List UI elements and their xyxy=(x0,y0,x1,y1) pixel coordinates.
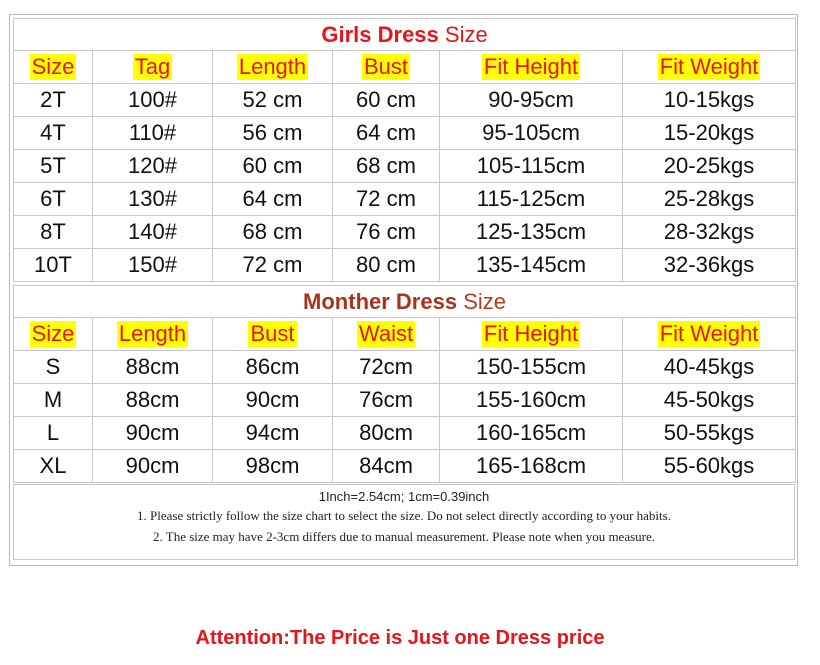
table-cell: 84cm xyxy=(333,450,440,483)
mother-size-table xyxy=(13,285,796,483)
table-cell: 15-20kgs xyxy=(623,117,796,150)
mother-title-rest: Size xyxy=(463,288,507,314)
table-row xyxy=(14,450,796,483)
table-cell: 94cm xyxy=(213,417,333,450)
table-cell: 130# xyxy=(93,183,213,216)
table-cell: 28-32kgs xyxy=(623,216,796,249)
column-header: Bust xyxy=(250,321,295,346)
table-row xyxy=(14,117,796,150)
column-header: Fit Height xyxy=(483,54,579,79)
table-cell: 88cm xyxy=(93,351,213,384)
table-cell: 2T xyxy=(14,84,93,117)
girls-table-title xyxy=(14,19,796,51)
table-cell: 68 cm xyxy=(213,216,333,249)
table-cell: L xyxy=(14,417,93,450)
table-cell: 115-125cm xyxy=(440,183,623,216)
table-cell: S xyxy=(14,351,93,384)
table-cell: 45-50kgs xyxy=(623,384,796,417)
note-2: 2. The size may have 2-3cm differs due to manual measurement. Please note when you measure. xyxy=(152,529,656,544)
table-cell: 125-135cm xyxy=(440,216,623,249)
column-header: Size xyxy=(31,321,75,346)
table-row xyxy=(14,216,796,249)
table-cell: 110# xyxy=(93,117,213,150)
table-row xyxy=(14,183,796,216)
table-cell: 5T xyxy=(14,150,93,183)
size-notes xyxy=(13,484,795,560)
table-row xyxy=(14,150,796,183)
table-cell: 4T xyxy=(14,117,93,150)
column-header: Fit Weight xyxy=(659,321,759,346)
table-cell: 76 cm xyxy=(333,216,440,249)
table-cell: 80 cm xyxy=(333,249,440,282)
column-header: Length xyxy=(238,54,307,79)
table-cell: 25-28kgs xyxy=(623,183,796,216)
table-cell: 60 cm xyxy=(213,150,333,183)
table-cell: 105-115cm xyxy=(440,150,623,183)
table-cell: 90cm xyxy=(93,417,213,450)
table-cell: 20-25kgs xyxy=(623,150,796,183)
unit-conversion: 1Inch=2.54cm; 1cm=0.39inch xyxy=(318,489,490,504)
table-cell: 56 cm xyxy=(213,117,333,150)
table-cell: 64 cm xyxy=(213,183,333,216)
table-cell: 86cm xyxy=(213,351,333,384)
table-cell: 72 cm xyxy=(213,249,333,282)
table-cell: 90cm xyxy=(93,450,213,483)
column-header: Waist xyxy=(358,321,414,346)
table-row xyxy=(14,351,796,384)
size-chart xyxy=(9,14,798,566)
table-cell: 72 cm xyxy=(333,183,440,216)
column-header: Fit Weight xyxy=(659,54,759,79)
table-cell: 8T xyxy=(14,216,93,249)
table-cell: 160-165cm xyxy=(440,417,623,450)
mother-header-row xyxy=(14,318,796,351)
table-cell: 10-15kgs xyxy=(623,84,796,117)
table-cell: 95-105cm xyxy=(440,117,623,150)
table-cell: 80cm xyxy=(333,417,440,450)
table-cell: 60 cm xyxy=(333,84,440,117)
table-row xyxy=(14,417,796,450)
table-cell: 90-95cm xyxy=(440,84,623,117)
attention-notice: Attention:The Price is Just one Dress price xyxy=(195,627,605,649)
girls-title-rest: Size xyxy=(444,21,488,47)
table-cell: 40-45kgs xyxy=(623,351,796,384)
table-cell: 140# xyxy=(93,216,213,249)
table-cell: 98cm xyxy=(213,450,333,483)
column-header: Bust xyxy=(363,54,409,79)
table-cell: 88cm xyxy=(93,384,213,417)
table-cell: 64 cm xyxy=(333,117,440,150)
girls-title-strong: Girls Dress xyxy=(321,21,439,47)
table-cell: 155-160cm xyxy=(440,384,623,417)
table-row xyxy=(14,249,796,282)
table-cell: 10T xyxy=(14,249,93,282)
column-header: Fit Height xyxy=(483,321,579,346)
table-row xyxy=(14,84,796,117)
column-header: Size xyxy=(31,54,75,79)
table-cell: XL xyxy=(14,450,93,483)
table-cell: 50-55kgs xyxy=(623,417,796,450)
mother-title-strong: Monther Dress xyxy=(303,288,458,314)
girls-size-table xyxy=(13,18,796,282)
table-cell: M xyxy=(14,384,93,417)
table-cell: 52 cm xyxy=(213,84,333,117)
table-cell: 165-168cm xyxy=(440,450,623,483)
table-cell: 120# xyxy=(93,150,213,183)
table-cell: 150-155cm xyxy=(440,351,623,384)
table-cell: 32-36kgs xyxy=(623,249,796,282)
table-cell: 6T xyxy=(14,183,93,216)
mother-table-title xyxy=(14,286,796,318)
table-cell: 55-60kgs xyxy=(623,450,796,483)
note-1: 1. Please strictly follow the size chart to select the size. Do not select directly according to your habits. xyxy=(137,508,671,523)
table-cell: 72cm xyxy=(333,351,440,384)
girls-header-row xyxy=(14,51,796,84)
table-cell: 150# xyxy=(93,249,213,282)
table-cell: 135-145cm xyxy=(440,249,623,282)
table-cell: 76cm xyxy=(333,384,440,417)
table-cell: 68 cm xyxy=(333,150,440,183)
column-header: Tag xyxy=(134,54,171,79)
table-cell: 100# xyxy=(93,84,213,117)
column-header: Length xyxy=(118,321,187,346)
table-cell: 90cm xyxy=(213,384,333,417)
table-row xyxy=(14,384,796,417)
